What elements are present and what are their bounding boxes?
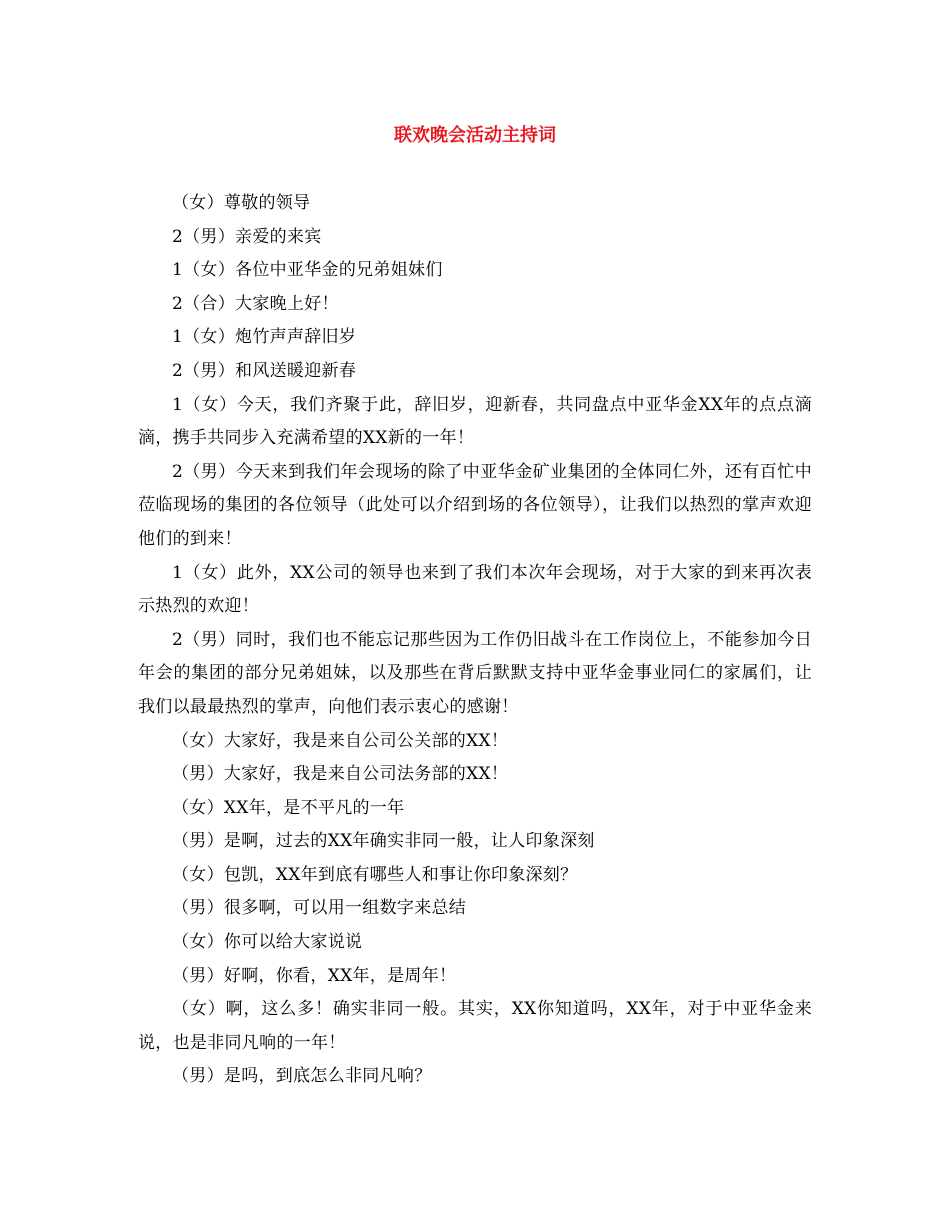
paragraph: （男）是吗，到底怎么非同凡响？ [172, 1066, 432, 1087]
paragraph: 2（合）大家晚上好！ [172, 293, 339, 314]
paragraph: 2（男）亲爱的来宾 [172, 226, 322, 247]
paragraph: 1（女）此外，XX公司的领导也来到了我们本次年会现场，对于大家的到来再次表示热烈的欢迎！ [138, 562, 812, 617]
paragraph: （男）很多啊，可以用一组数字来总结 [172, 898, 467, 919]
paragraph: 2（男）同时，我们也不能忘记那些因为工作仍旧战斗在工作岗位上，不能参加今日年会的集团的部分兄弟姐妹，以及那些在背后默默支持中亚华金事业同仁的家属们，让我们以最最热烈的掌声，向他们表示衷心的感谢！ [138, 629, 812, 717]
paragraph: （男）好啊，你看，XX年，是周年！ [172, 965, 457, 986]
paragraph: （女）你可以给大家说说 [172, 932, 363, 953]
document-body [138, 187, 812, 1094]
paragraph: 1（女）今天，我们齐聚于此，辞旧岁，迎新春，共同盘点中亚华金XX年的点点滴滴，携手共同步入充满希望的XX新的一年！ [138, 394, 812, 449]
paragraph: 1（女）各位中亚华金的兄弟姐妹们 [172, 260, 443, 281]
document-title: 联欢晚会活动主持词 [394, 125, 556, 146]
paragraph: （女）啊，这么多！确实非同一般。其实，XX你知道吗，XX年，对于中亚华金来说，也是非同凡响的一年！ [138, 999, 812, 1053]
paragraph: （男）大家好，我是来自公司法务部的XX！ [172, 764, 509, 785]
paragraph: 2（男）和风送暖迎新春 [172, 360, 357, 381]
paragraph: 2（男）今天来到我们年会现场的除了中亚华金矿业集团的全体同仁外，还有百忙中莅临现场的集团的各位领导（此处可以介绍到场的各位领导），让我们以热烈的掌声欢迎他们的到来！ [138, 461, 812, 549]
paragraph: （女）XX年，是不平凡的一年 [172, 797, 405, 818]
paragraph: （男）是啊，过去的XX年确实非同一般，让人印象深刻 [172, 831, 595, 852]
paragraph: （女）尊敬的领导 [172, 193, 311, 213]
paragraph: 1（女）炮竹声声辞旧岁 [172, 327, 357, 348]
paragraph: （女）大家好，我是来自公司公关部的XX！ [172, 730, 509, 751]
paragraph: （女）包凯，XX年到底有哪些人和事让你印象深刻？ [172, 864, 578, 885]
